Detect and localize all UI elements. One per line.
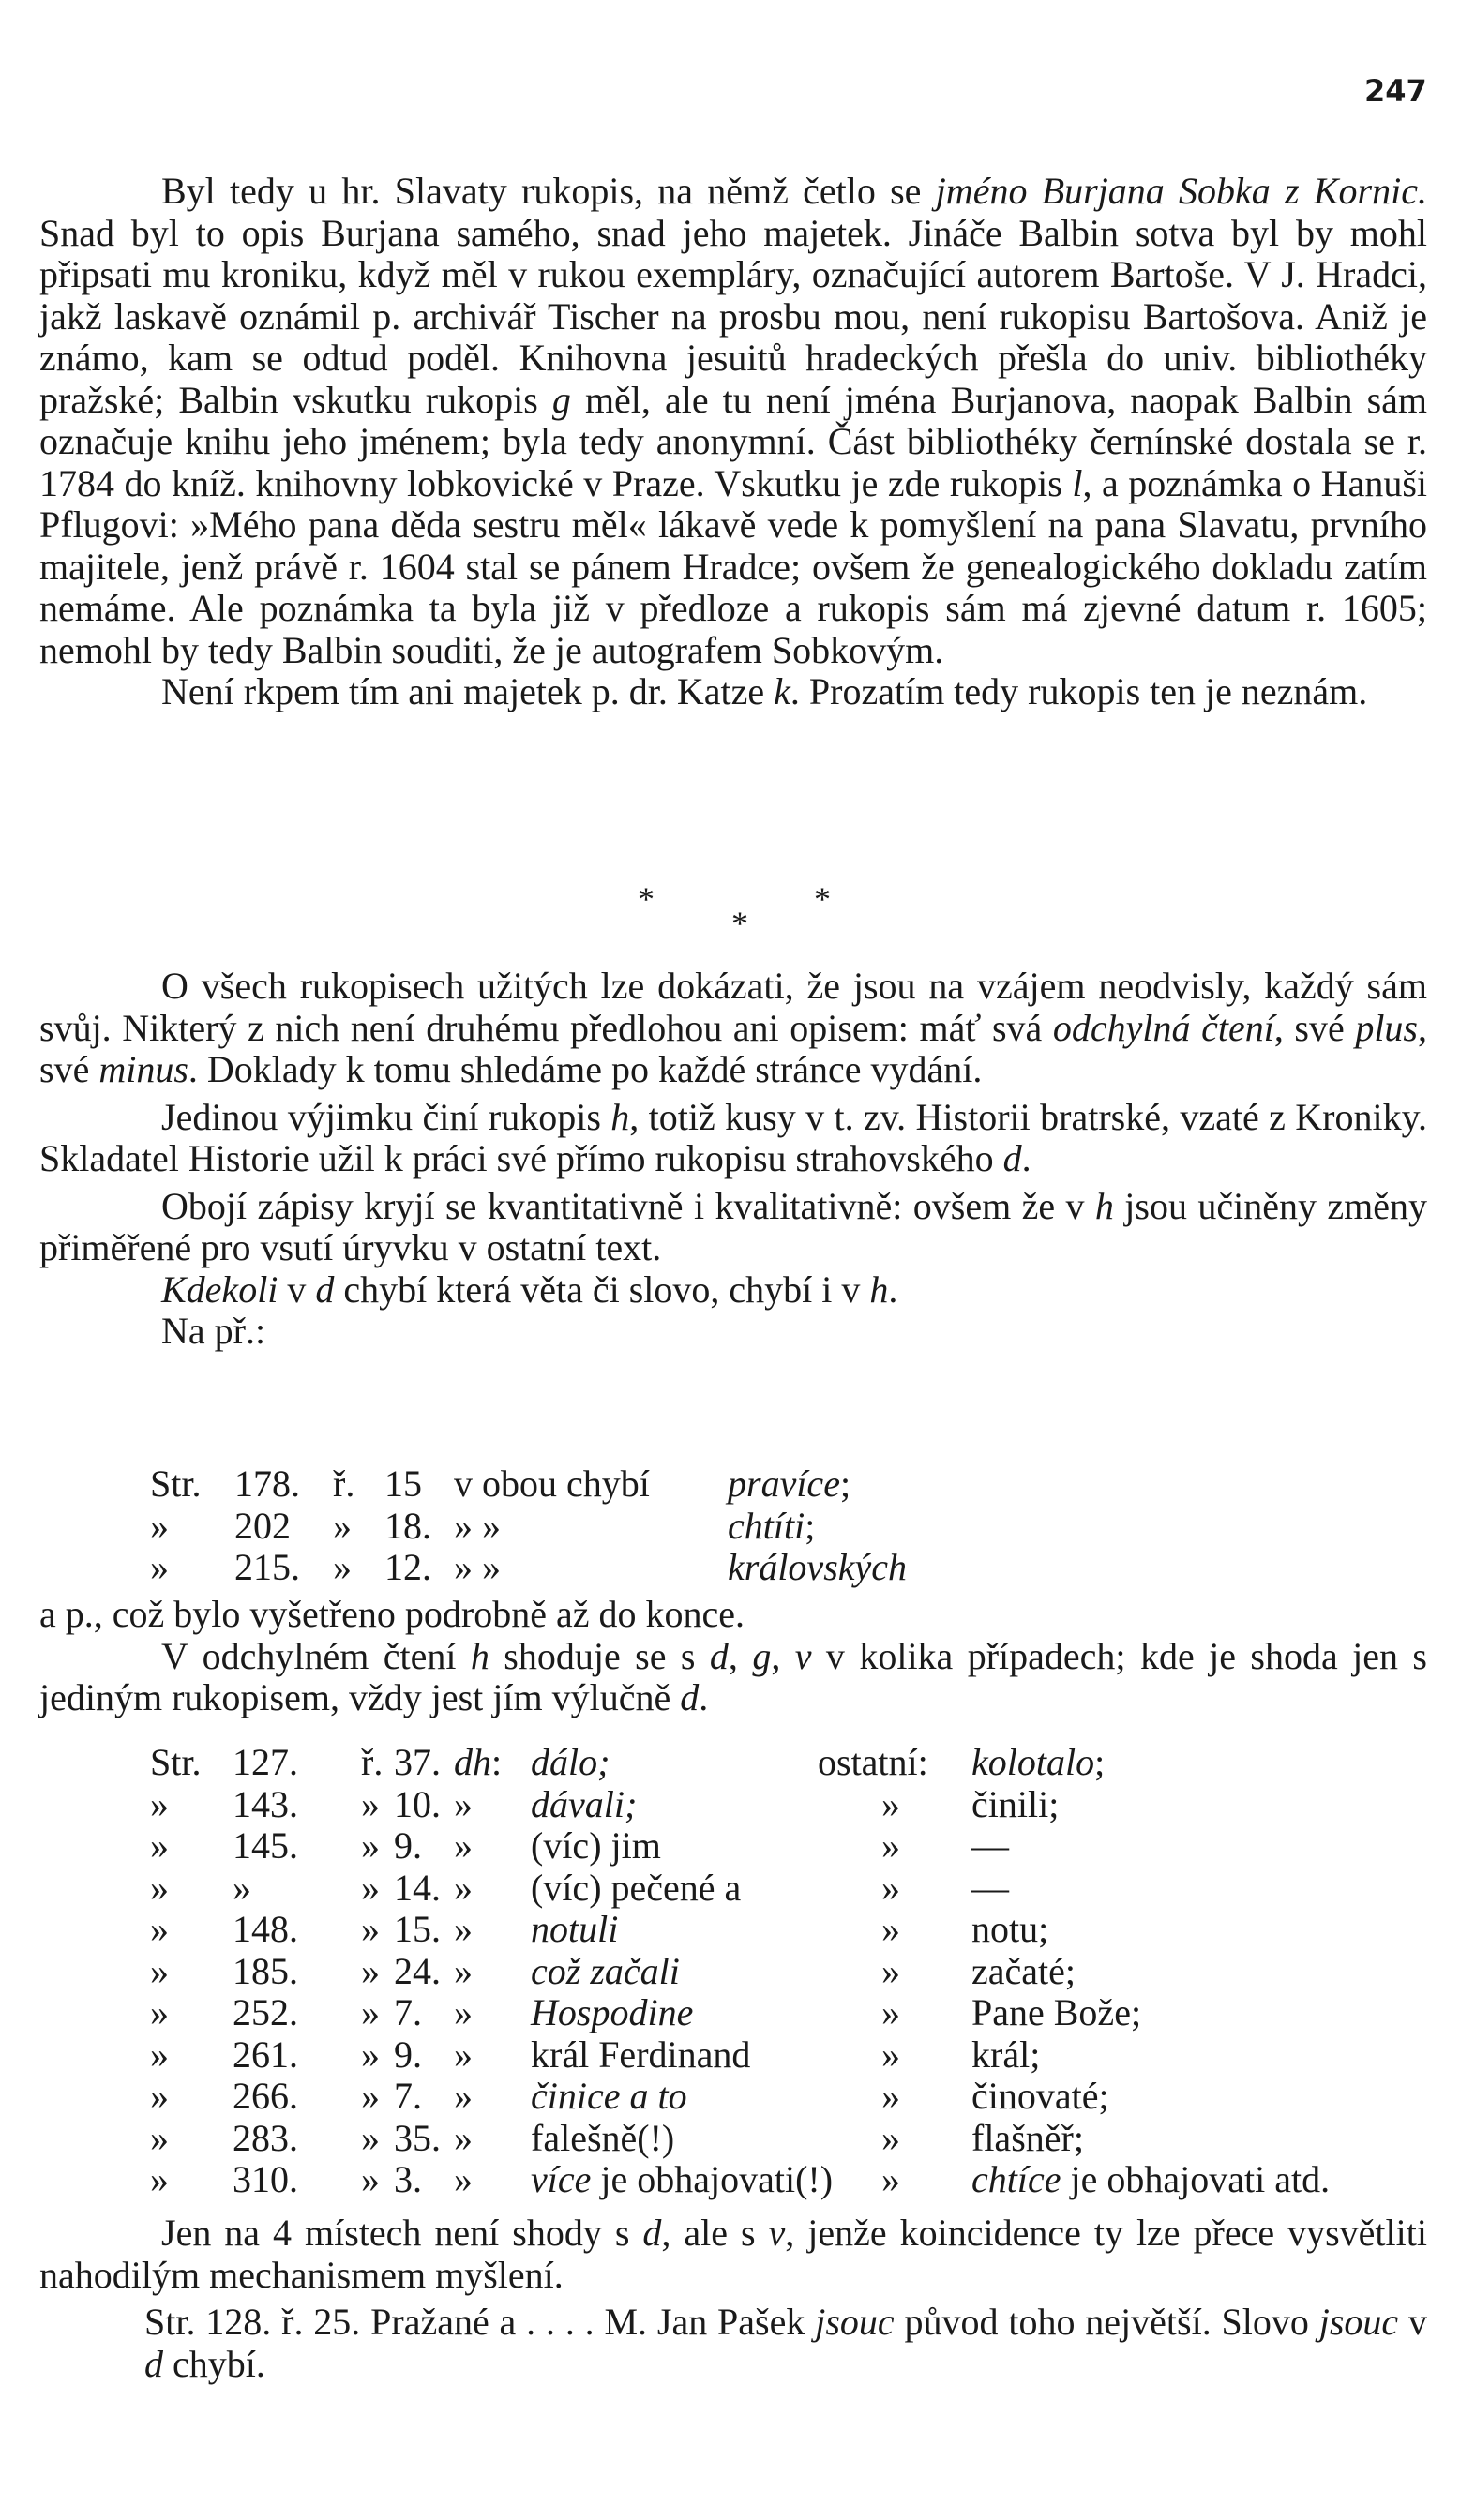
separator-star: * <box>814 880 831 918</box>
table-cell-c7: » <box>881 1991 900 2033</box>
table-cell-c5: » » <box>454 1546 501 1588</box>
section-separator <box>0 879 1475 945</box>
table-cell-c5: » <box>454 1866 473 1909</box>
table-cell-c6: více je obhajovati(!) <box>531 2158 834 2200</box>
table-cell-c3: ř. <box>361 1741 384 1783</box>
table-cell-c2: 202 <box>234 1504 291 1547</box>
table-cell-c5: » <box>454 2032 473 2076</box>
table-cell-c4: 12. <box>384 1546 431 1588</box>
table-cell-c2: » <box>233 1866 251 1909</box>
table-cell-c2: 252. <box>233 1991 298 2033</box>
table-cell-c8: notu; <box>971 1908 1049 1950</box>
table-cell-c6: chtíti; <box>728 1504 816 1547</box>
text-block-middle <box>39 966 1427 1353</box>
text-block-after-table1 <box>39 1594 1427 1719</box>
paragraph-rukopisy: O všech rukopisech užitých lze dokázati, že jsou na vzájem neodvisly, každý sám svůj. Nikterý z nich není druhému předlohou ani opisem: máť svá odchylná čtení, své plus, své minus. Doklady k tomu shledáme po každé stránce vydání. <box>39 965 1427 1090</box>
table-cell-c6: notuli <box>531 1908 619 1950</box>
table-cell-c7: » <box>881 2158 900 2200</box>
table-cell-c8: činili; <box>971 1782 1060 1825</box>
table-cell-c6: což začali <box>531 1949 680 1992</box>
table-cell-c3: » <box>361 1782 380 1825</box>
table-cell-c7: » <box>881 1782 900 1825</box>
table-cell-c5: » <box>454 2075 473 2117</box>
table-cell-c2: 266. <box>233 2075 298 2117</box>
table-cell-c5: » <box>454 2116 473 2159</box>
table-cell-c3: » <box>361 1908 380 1950</box>
table-cell-c2: 215. <box>234 1546 300 1588</box>
table-cell-c2: 261. <box>233 2032 298 2076</box>
table-cell-c4: 7. <box>394 2075 422 2117</box>
table-cell-c4: 9. <box>394 2032 422 2076</box>
table-cell-c8: flašněř; <box>971 2116 1084 2159</box>
table-cell-c6: král Ferdinand <box>531 2032 751 2076</box>
table-cell-c2: 178. <box>234 1462 300 1505</box>
table-cell-c3: » <box>361 2075 380 2117</box>
table-cell-c3: » <box>361 2158 380 2200</box>
page-number: 247 <box>1364 73 1427 109</box>
separator-star: * <box>731 905 748 942</box>
table-cell-c6: Hospodine <box>531 1991 694 2033</box>
table-cell-c2: 310. <box>233 2158 298 2200</box>
table-cell-c2: 148. <box>233 1908 298 1950</box>
table-cell-c8: začaté; <box>971 1949 1076 1992</box>
table-cell-c3: » <box>361 2032 380 2076</box>
table-cell-c3: » <box>361 1824 380 1867</box>
paragraph-str-128: Str. 128. ř. 25. Pražané a . . . . M. Jan Pašek jsouc původ toho největší. Slovo jsouc v d chybí. <box>144 2301 1428 2385</box>
table-cell-c4: 24. <box>394 1949 441 1992</box>
table-cell-c2: 283. <box>233 2116 298 2159</box>
table-cell-c1: » <box>150 2075 169 2117</box>
table-cell-c4: 9. <box>394 1824 422 1867</box>
table-cell-c1: Str. <box>150 1741 202 1783</box>
table-cell-c7: » <box>881 1908 900 1950</box>
table-cell-c1: » <box>150 1908 169 1950</box>
table-cell-c6: (víc) jim <box>531 1824 661 1867</box>
table-cell-c3: ř. <box>333 1462 355 1505</box>
table-cell-c7: » <box>881 1949 900 1992</box>
table-cell-c1: » <box>150 1824 169 1867</box>
table-cell-c5: » » <box>454 1504 501 1547</box>
table-cell-c3: » <box>361 1949 380 1992</box>
table-cell-c6: dálo; <box>531 1741 610 1783</box>
table-cell-c3: » <box>361 1991 380 2033</box>
paragraph-jen-na-4: Jen na 4 místech není shody s d, ale s v, jenže koincidence ty lze přece vysvětliti nahodilým mechanismem myšlení. <box>39 2212 1427 2296</box>
table-cell-c5: » <box>454 1908 473 1950</box>
table-cell-c4: 35. <box>394 2116 441 2159</box>
table-cell-c4: 3. <box>394 2158 422 2200</box>
table-cell-c4: 14. <box>394 1866 441 1909</box>
table-cell-c6: falešně(!) <box>531 2116 675 2159</box>
paragraph-vyjimka: Jedinou výjimku činí rukopis h, totiž kusy v t. zv. Historii bratrské, vzaté z Kroniky. Skladatel Historie užil k práci své přímo rukopisu strahovského d. <box>39 1095 1427 1179</box>
table-cell-c1: » <box>150 1546 169 1588</box>
table-cell-c7: » <box>881 2075 900 2117</box>
table-cell-c8: kolotalo; <box>971 1741 1106 1783</box>
table-cell-c4: 15. <box>394 1908 441 1950</box>
table-cell-c6: (víc) pečené a <box>531 1866 742 1909</box>
table-cell-c3: » <box>333 1504 352 1547</box>
table-cell-c5: dh: <box>454 1741 503 1783</box>
table-cell-c5: » <box>454 1824 473 1867</box>
table-cell-c1: Str. <box>150 1462 202 1505</box>
table-cell-c8: činovaté; <box>971 2075 1109 2117</box>
table-cell-c7: » <box>881 2032 900 2076</box>
table-cell-c1: » <box>150 1949 169 1992</box>
table-cell-c1: » <box>150 1504 169 1547</box>
table-cell-c2: 145. <box>233 1824 298 1867</box>
paragraph-katz: Není rkpem tím ani majetek p. dr. Katze k. Prozatím tedy rukopis ten je neznám. <box>161 670 1368 712</box>
table-cell-c1: » <box>150 1866 169 1909</box>
separator-star: * <box>638 880 655 918</box>
table-cell-c3: » <box>361 2116 380 2159</box>
table-cell-c7: » <box>881 2116 900 2159</box>
table-cell-c5: » <box>454 1991 473 2033</box>
table-cell-c8: — <box>971 1824 1009 1867</box>
table-cell-c7: ostatní: <box>818 1741 928 1783</box>
table-cell-c8: Pane Bože; <box>971 1991 1142 2033</box>
table-cell-c4: 10. <box>394 1782 441 1825</box>
table-cell-c7: » <box>881 1824 900 1867</box>
text-block-bottom <box>39 2212 1427 2385</box>
table-cell-c1: » <box>150 1782 169 1825</box>
table-cell-c4: 15 <box>384 1462 422 1505</box>
table-cell-c4: 37. <box>394 1741 441 1783</box>
table-cell-c2: 185. <box>233 1949 298 1992</box>
table-cell-c4: 18. <box>384 1504 431 1547</box>
table-cell-c3: » <box>361 1866 380 1909</box>
table-cell-c5: v obou chybí <box>454 1462 650 1505</box>
paragraph-a-p: a p., což bylo vyšetřeno podrobně až do konce. <box>39 1593 745 1635</box>
table-cell-c4: 7. <box>394 1991 422 2033</box>
table-cell-c6: pravíce; <box>728 1462 851 1505</box>
table-cell-c8: král; <box>971 2032 1041 2076</box>
table-cell-c7: » <box>881 1866 900 1909</box>
table-cell-c6: královských <box>728 1546 908 1588</box>
paragraph-oboji: Obojí zápisy kryjí se kvantitativně i kvalitativně: ovšem že v h jsou učiněny změny přiměřené pro vsutí úryvku v ostatní text. <box>39 1184 1427 1268</box>
table-cell-c5: » <box>454 1949 473 1992</box>
table-cell-c5: » <box>454 1782 473 1825</box>
paragraph-kdekoli: Kdekoli v d chybí která věta či slovo, chybí i v h. <box>161 1268 898 1311</box>
table-cell-c8: — <box>971 1866 1009 1909</box>
table-cell-c5: » <box>454 2158 473 2200</box>
table-cell-c8: chtíce je obhajovati atd. <box>971 2158 1331 2200</box>
table-cell-c1: » <box>150 1991 169 2033</box>
table-cell-c6: dávali; <box>531 1782 638 1825</box>
table-cell-c1: » <box>150 2032 169 2076</box>
table-cell-c1: » <box>150 2116 169 2159</box>
table-cell-c1: » <box>150 2158 169 2200</box>
table-cell-c6: činice a to <box>531 2075 687 2117</box>
label-na-pr: Na př.: <box>161 1310 266 1352</box>
paragraph-odchylne: V odchylném čtení h shoduje se s d, g, v v kolika případech; kde je shoda jen s jediným rukopisem, vždy jest jím výlučně d. <box>39 1634 1428 1718</box>
table-cell-c2: 127. <box>233 1741 298 1783</box>
text-block-top <box>39 171 1427 713</box>
table-cell-c2: 143. <box>233 1782 298 1825</box>
table-cell-c3: » <box>333 1546 352 1588</box>
paragraph-balbin: Byl tedy u hr. Slavaty rukopis, na němž četlo se jméno Burjana Sobka z Kornic. Snad byl to opis Burjana samého, snad jeho majetek. Jináče Balbin sotva byl by mohl připsati mu kroniku, když měl v rukou exempláry, označující autorem Bartoše. V J. Hradci, jakž laskavě oznámil p. archivář Tischer na prosbu mou, není rukopisu Bartošova. Aniž je známo, kam se odtud poděl. Knihovna jesuitů hradeckých přešla do univ. bibliothéky pražské; Balbin vskutku rukopis g měl, ale tu není jména Burjanova, naopak Balbin sám označuje knihu jeho jménem; byla tedy anonymní. Část bibliothéky černínské dostala se r. 1784 do kníž. knihovny lobkovické v Praze. Vskutku je zde rukopis l, a poznámka o Hanuši Pflugovi: »Mého pana děda sestru měl« lákavě vede k pomyšlení na pana Slavatu, prvního majitele, jenž právě r. 1604 stal se pánem Hradce; ovšem že genealogického dokladu zatím nemáme. Ale poznámka ta byla již v předloze a rukopis sám má zjevné datum r. 1605; nemohl by tedy Balbin souditi, že je autografem Sobkovým. <box>39 170 1428 671</box>
